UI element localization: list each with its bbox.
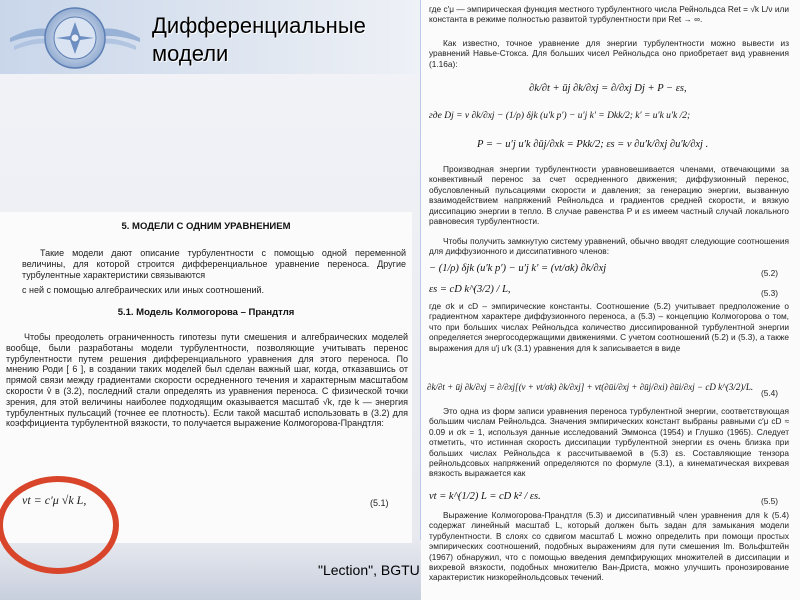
paragraph-3: Производная энергии турбулентности уравновешивается членами, отвечающими за конвективный перенос за счет осредненного движения; диффузионный перенос, обусловленный пульсациями скорости и давления; за генерацию энергии, вызванную взаимодействием напряжений Рейнольдса и градиентов средней скорости, и вязкую диссипацию энергии в тепло. В случае равенства P и εs имеем частный случай локального равновесия турбулентности. (429, 164, 789, 227)
footer-label: "Lection", BGTU (318, 562, 420, 578)
equation-5-2: − (1/ρ) δjk (u′k p′) − u′j k′ = (νt/σk) ∂k/∂xj (429, 263, 607, 274)
equation-number: (5.5) (761, 496, 779, 506)
equation-5-3: εs = cD k^(3/2) / L, (429, 284, 511, 295)
university-emblem-logo (4, 2, 146, 72)
paragraph-1: где c′μ — эмпирическая функция местного турбулентного числа Рейнольдса Ret = √k L/ν или константа в режиме полностью развитой турбулентности при Ret → ∞. (429, 4, 789, 25)
paragraph-2: Как известно, точное уравнение для энергии турбулентности можно вывести из уравнений Навье-Стокса. Для больших чисел Рейнольдса оно приобретает вид уравнения (1.16а): (429, 38, 789, 69)
paragraph-5: где σk и cD – эмпирические константы. Соотношение (5.2) учитывает предположение о градиентном характере диффузионного переноса, а (5.3) – концепцию Колмогорова о том, что при больших числах Рейнольдса количество диссипированной турбулентной энергии определяется энергосодержащими движениями. С учетом соотношений (5.2) и (5.3), а также выражения для u′j u′k (3.1) уравнения для k записывается в виде (429, 301, 789, 353)
equation-number: (5.1) (370, 498, 389, 508)
paragraph-6: Это одна из форм записи уравнения переноса турбулентной энергии, соответствующая большим числам Рейнольдса. Значения эмпирических констант выбраны равными c′μ cD ≈ 0.09 и σk = 1, используя данные исследований Эммонса (1954) и Глушко (1965). Следует отметить, что истинная скорость диссипации турбулентной энергии εs очень близка при больших числах Рейнольдса к рассчитываемой в (5.3) εs. Составляющие тензора рейнольдсовых напряжений определяются по формуле (3.1), а кинематическая вихревая вязкость выражается как (429, 406, 789, 479)
paragraph-4: Чтобы получить замкнутую систему уравнений, обычно вводят следующие соотношения для диффузионного и диссипативного членов: (429, 236, 789, 257)
slide-title: Дифференциальные модели (152, 13, 366, 66)
scanned-page-left (0, 212, 412, 543)
equation-production: P = − u′j u′k ∂ūj/∂xk = Pkk/2; εs = ν ∂u′k/∂xj ∂u′k/∂xj . (477, 139, 709, 150)
equation-number: (5.2) (761, 268, 779, 278)
equation-number: (5.3) (761, 288, 779, 298)
section-heading: 5. МОДЕЛИ С ОДНИМ УРАВНЕНИЕМ (121, 221, 291, 232)
equation-5-1: νt = c′μ √k L, (22, 493, 87, 507)
scanned-page-right (421, 0, 800, 600)
equation-number: (5.4) (761, 388, 779, 398)
equation-diffusion: где Dj = ν ∂k/∂xj − (1/ρ) δjk (u′k p′) − u′j k′ = Dkk/2; k′ = u′k u′k /2; (429, 111, 691, 121)
paragraph-7: Выражение Колмогорова-Прандтля (5.3) и диссипативный член уравнения для k (5.4) содержат линейный масштаб L, который должен быть задан для замыкания модели турбулентности. В слоях со сдвигом масштаб L можно определить при помощи простых эмпирических соотношений, подобных выражениям для пути смешения lm. Вольфштейн (1967) обнаружил, что с помощью введения демпфирующих множителей в диссипации и вихревой вязкости, подобных множителю Ван-Дриста, можно улучшить пронозирование характеристик низкорейнольдсовых течений. (429, 510, 789, 583)
equation-5-4: ∂k/∂t + ūj ∂k/∂xj = ∂/∂xj[(ν + νt/σk) ∂k/∂xj] + νt(∂ūi/∂xj + ∂ūj/∂xi) ∂ūi/∂xj − cD k^(3/2)/L. (427, 382, 754, 392)
intro-paragraph-end: с ней с помощью алгебраических или иных соотношений. (22, 285, 265, 295)
equation-energy: ∂k/∂t + ūj ∂k/∂xj = ∂/∂xj Dj + P − εs, (529, 83, 687, 94)
subsection-heading: 5.1. Модель Колмогорова – Прандтля (117, 307, 295, 318)
equation-5-5: νt = k^(1/2) L = cD k² / εs. (429, 491, 541, 502)
body-paragraph: Чтобы преодолеть ограниченность гипотезы пути смешения и алгебраических моделей вообще, были разработаны модели турбулентности, позволяющие учитывать перенос турбулентности путем решения дифференциального уравнения для этого переноса. По мнению Роди [ 6 ], в создании таких моделей был сделан важный шаг, когда, отказавшись от прямой связи между градиентами скорости осредненного течения и характерным масштабом скорости v̂ в (3.2), последний стали определять из уравнения переноса. С физической точки зрения, для этой величины наиболее подходящим оказывается масштаб √k, где k — энергия турбулентных пульсаций (точнее ее плотность). Если такой масштаб использовать в (3.2) для коэффициента турбулентной вязкости, то получается выражение Колмогорова-Прандтля: (6, 332, 408, 429)
intro-paragraph: Такие модели дают описание турбулентности с помощью одной переменной величины, для которой строится дифференциальное уравнение переноса. Другие турбулентные характеристики связываются (22, 248, 406, 280)
